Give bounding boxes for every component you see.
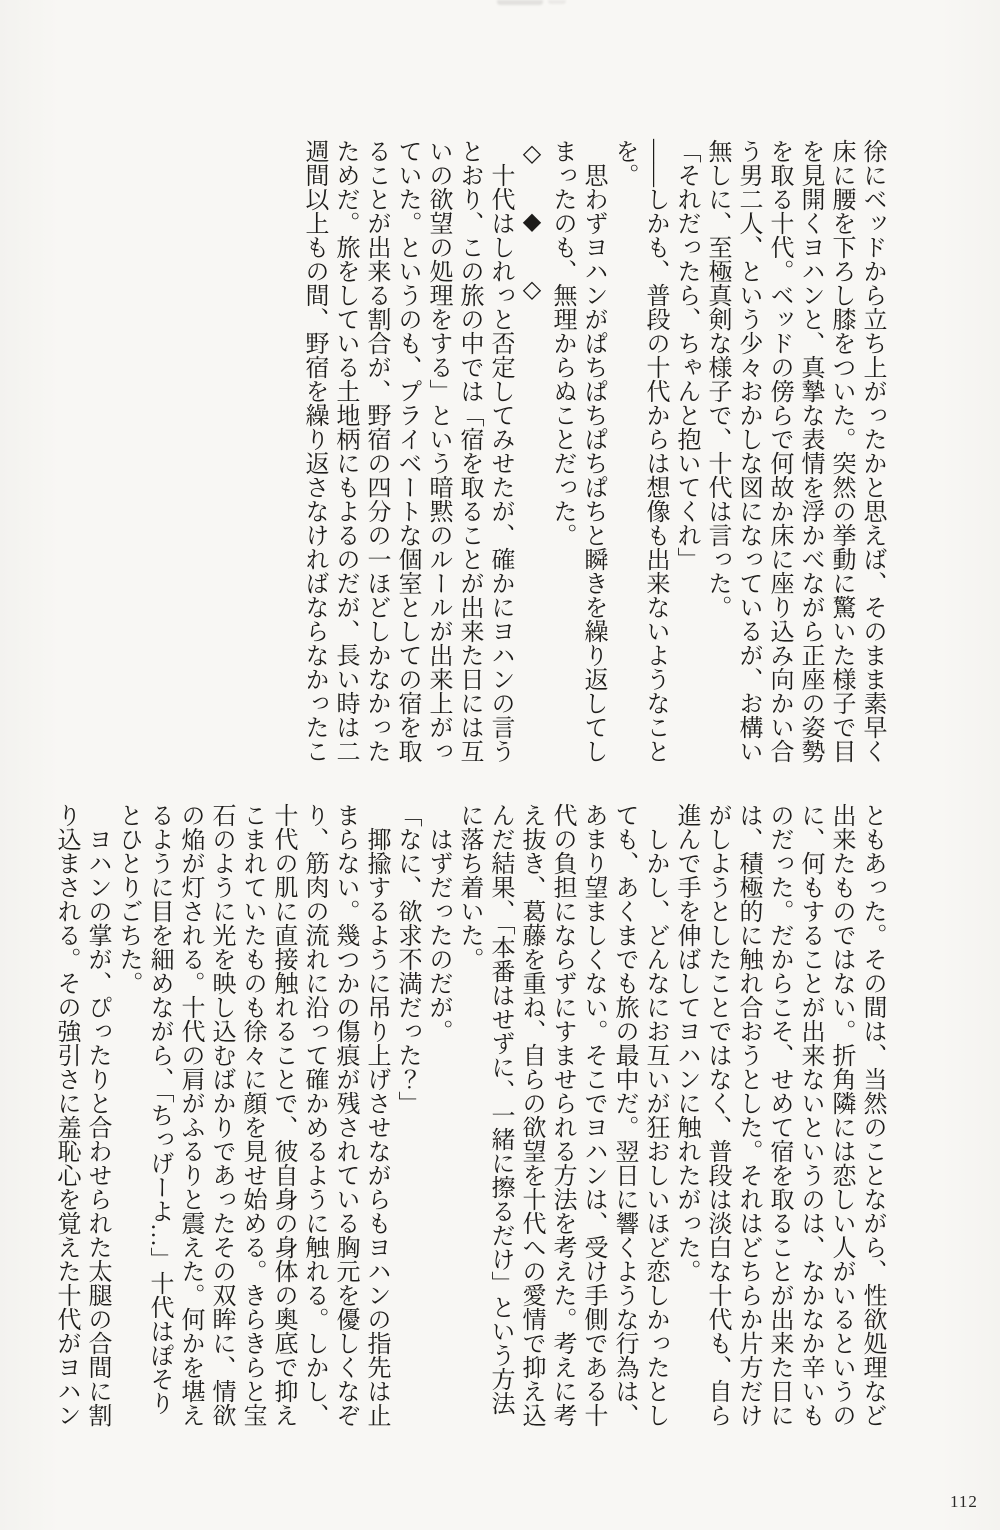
- paragraph: 十代はしれっと否定してみせたが、確かにヨハンの言うとおり、この旅の中では「宿を取ることが出来た日には互いの欲望の処理をする」という暗黙のルールが出来上がっていた。というのも、プライベートな個室としての宿を取ることが出来る割合が、野宿の四分の一ほどしかなかったためだ。旅をしている土地柄にもよるのだが、長い時は二週間以上もの間、野宿を繰り返さなければならなかったこ: [301, 139, 513, 763]
- paragraph: ともあった。その間は、当然のことながら、性欲処理など出来たものではない。折角隣には恋しい人がいるというのに、何もすることが出来ないというのは、なかなか辛いものだった。だからこそ、せめて宿を取ることが出来た日には、積極的に触れ合おうとした。それはどちらか片方だけがしようとしたことではなく、普段は淡白な十代も、自ら進んで手を伸ばしてヨハンに触れたがった。: [673, 803, 885, 1427]
- paragraph: 思わずヨハンがぱちぱちぱちぱちと瞬きを繰り返してしまったのも、無理からぬことだった。: [549, 139, 606, 763]
- section-divider: ◇ ◆ ◇: [518, 139, 544, 311]
- scan-artifact: [548, 0, 566, 4]
- paragraph: 揶揄するように吊り上げさせながらもヨハンの指先は止まらない。幾つかの傷痕が残されている胸元を優しくなぞり、筋肉の流れに沿って確かめるように触れる。しかし、十代の肌に直接触れることで、彼自身の身体の奥底で抑えこまれていたものも徐々に顔を見せ始める。きらきらと宝石のように光を映し込むばかりであったその双眸に、情欲の焔が灯される。十代の肩がふるりと震えた。何かを堪えるように目を細めながら、「ちっげーよ…」十代はぽそりとひとりごちた。: [115, 803, 389, 1427]
- page-number: 112: [950, 1492, 978, 1511]
- dialogue-line: 「なに、欲求不満だった？」: [394, 803, 420, 1115]
- paragraph: しかし、どんなにお互いが狂おしいほど恋しかったとしても、あくまでも旅の最中だ。翌日に響くような行為は、あまり望ましくない。そこでヨハンは、受け手側である十代の負担にならずにすませられる方法を考えた。考えに考え抜き、葛藤を重ね、自らの欲望を十代への愛情で抑え込んだ結果、「本番はせずに、一緒に擦るだけ」という方法に落ち着いた。: [456, 803, 668, 1427]
- scan-artifact: [497, 0, 543, 5]
- paragraph: 徐にベッドから立ち上がったかと思えば、そのまま素早く床に腰を下ろし膝をついた。突然の挙動に驚いた様子で目を見開くヨハンと、真摯な表情を浮かべながら正座の姿勢を取る十代。ベッドの傍らで何故か床に座り込み向かい合う男二人、という少々おかしな図になっているが、お構い無しに、至極真剣な様子で、十代は言った。: [704, 139, 885, 763]
- paragraph: ヨハンの掌が、ぴったりと合わせられた太腿の合間に割り込まされる。その強引さに羞恥心を覚えた十代がヨハン: [53, 803, 110, 1427]
- paragraph: ――しかも、普段の十代からは想像も出来ないようなことを。: [611, 139, 668, 763]
- paragraph: はずだったのだが。: [425, 827, 451, 1043]
- text-block-lower: [47, 803, 887, 1438]
- text-block-upper: [47, 139, 887, 774]
- dialogue-line: 「それだったら、ちゃんと抱いてくれ」: [673, 139, 699, 571]
